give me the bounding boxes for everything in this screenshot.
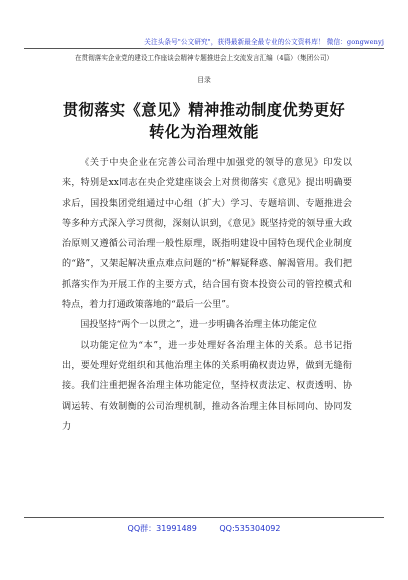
toc-heading: 目录 <box>197 76 211 84</box>
document-body <box>62 153 352 437</box>
header-divider <box>24 48 384 49</box>
title-line-1: 贯彻落实《意见》精神推动制度优势更好 <box>62 101 346 119</box>
footer-qq-group: QQ群：31991489 <box>127 524 197 533</box>
body-paragraph: 以功能定位为“本”，进一步处理好各治理主体的关系。总书记指出，要处理好党组织和其他治理主体的关系明确权责边界，做到无缝衔接。我们注重把握各治理主体功能定位，坚持权责法定、权责透明、协调运转、有效制衡的公司治理机制，推动各治理主体目标同向、协同发力 <box>62 340 352 432</box>
footer <box>0 523 408 534</box>
document-title <box>40 99 368 143</box>
body-paragraph: 国投坚持“两个一以贯之”，进一步明确各治理主体功能定位 <box>80 320 317 331</box>
document-subtitle: 在贯彻落实企业党的建设工作座谈会精神专题推进会上交流发言汇编（4篇）（集团公司） <box>74 54 334 62</box>
footer-divider <box>24 517 384 518</box>
footer-qq: QQ:535304092 <box>219 524 281 533</box>
header-banner: 关注头条号"公文研究"，获得最新最全最专业的公文资料库！ 微信：gongwenyj <box>144 38 384 46</box>
body-paragraph: 《关于中央企业在完善公司治理中加强党的领导的意见》印发以来，特别是xx同志在央企党建座谈会上对贯彻落实《意见》提出明确要求后，国投集团党组通过中心组（扩大）学习、专题培训、专题推进会等多种方式深入学习贯彻，深刻认识到，《意见》既坚持党的领导重大政治原则又遵循公司治理一般性原理，既指明建设中国特色现代企业制度的“路”，又架起解决重点难点问题的“桥”解疑释惑、解渴管用。我们把抓落实作为开展工作的主要方式，结合国有资本投资公司的管控模式和特点，着力打通政策落地的“最后一公里”。 <box>62 158 352 311</box>
title-line-2: 转化为治理效能 <box>149 123 259 141</box>
